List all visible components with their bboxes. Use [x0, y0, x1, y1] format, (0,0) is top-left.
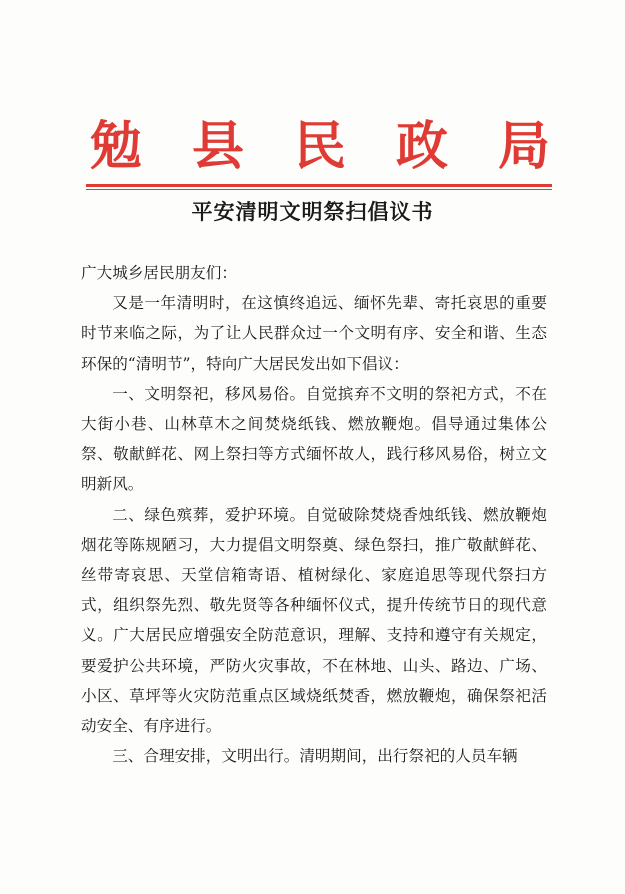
masthead-rule-thick [86, 184, 552, 187]
paragraph-intro: 又是一年清明时，在这慎终追远、缅怀先辈、寄托哀思的重要时节来临之际，为了让人民群众过一个文明有序、安全和谐、生态环保的“清明节”，特向广大居民发出如下倡议： [81, 294, 547, 373]
document-title: 平安清明文明祭扫倡议书 [191, 199, 434, 224]
masthead-char: 勉 [90, 116, 143, 177]
greeting: 广大城乡居民朋友们： [81, 264, 237, 282]
masthead-char: 局 [497, 116, 550, 177]
document-body [81, 258, 547, 771]
paragraph-item-1: 一、文明祭祀，移风易俗。自觉摈弃不文明的祭祀方式，不在大街小巷、山林草木之间焚烧纸钱、燃放鞭炮。倡导通过集体公祭、敬献鲜花、网上祭扫等方式缅怀故人，践行移风易俗，树立文明新风。 [81, 384, 547, 494]
masthead-char: 政 [395, 116, 448, 177]
masthead-char: 民 [293, 116, 346, 177]
masthead-rule-thin [86, 189, 552, 190]
paragraph-item-3: 三、合理安排，文明出行。清明期间，出行祭祀的人员车辆 [112, 747, 518, 766]
masthead-char: 县 [191, 116, 244, 177]
masthead [90, 116, 550, 178]
paragraph-item-2: 二、绿色殡葬，爱护环境。自觉破除焚烧香烛纸钱、燃放鞭炮烟花等陈规陋习，大力提倡文明祭奠、绿色祭扫，推广敬献鲜花、丝带寄哀思、天堂信箱寄语、植树绿化、家庭追思等现代祭扫方式，组织祭先烈、敬先贤等各种缅怀仪式，提升传统节日的现代意义。广大居民应增强安全防范意识，理解、支持和遵守有关规定，要爱护公共环境，严防火灾事故，不在林地、山头、路边、广场、小区、草坪等火灾防范重点区域烧纸焚香，燃放鞭炮，确保祭祀活动安全、有序进行。 [81, 505, 547, 736]
